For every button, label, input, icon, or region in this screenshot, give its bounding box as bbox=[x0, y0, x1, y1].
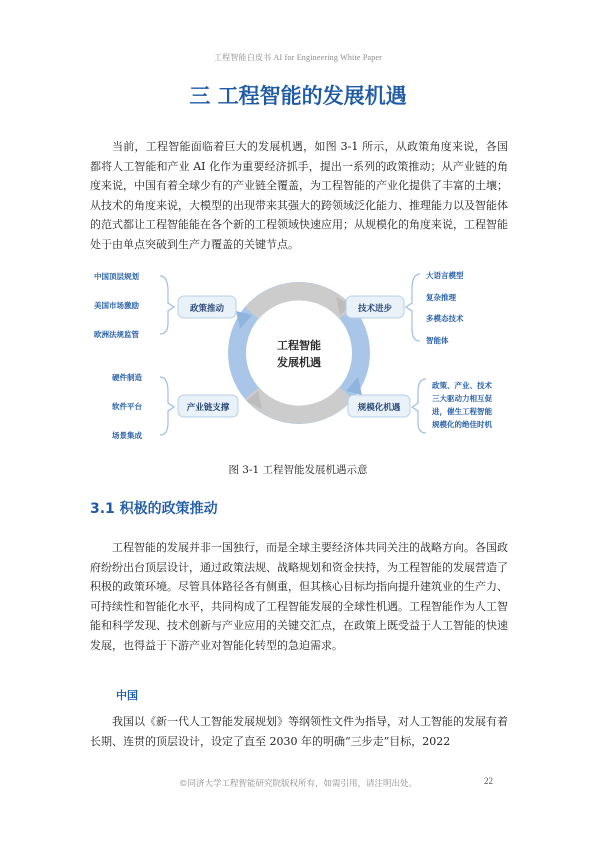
policy-item: 中国顶层规划 bbox=[94, 272, 139, 281]
sub-heading-china: 中国 bbox=[116, 689, 138, 702]
tech-item: 大语言模型 bbox=[426, 271, 464, 280]
tech-item: 智能体 bbox=[426, 336, 449, 345]
chain-item: 硬件制造 bbox=[112, 373, 142, 382]
scale-item: 规模化的绝佳时机 bbox=[432, 420, 492, 429]
ring-arc-bottom bbox=[252, 393, 346, 415]
scale-box-label: 规模化机遇 bbox=[357, 403, 401, 413]
ring-arc-top bbox=[252, 291, 346, 313]
policy-bracket-icon bbox=[160, 276, 174, 334]
scale-item: 进，催生工程智能 bbox=[432, 407, 492, 416]
scale-item: 政策、产业、技术 bbox=[432, 381, 492, 390]
figure-caption: 图 3-1 工程智能发展机遇示意 bbox=[228, 464, 368, 476]
policy-paragraph: 工程智能的发展并非一国独行，而是全球主要经济体共同关注的战略方向。各国政府纷纷出台顶层设计，通过政策法规、战略规划和资金扶持，为工程智能的发展营造了积极的政策环境。尽管具体路径各有侧重，但其核心目标均指向提升建筑业的生产力、可持续性和智能化水平，共同构成了工程智能发展的全球性机遇。工程智能作为人工智能和科学发现、技术创新与产业应用的关键交汇点，在政策上既受益于人工智能的快速发展，也得益于下游产业对智能化转型的急迫需求。 bbox=[90, 541, 508, 652]
page-header: 工程智能白皮书 AI for Engineering White Paper bbox=[213, 53, 383, 62]
policy-box-label: 政策推动 bbox=[189, 304, 225, 314]
scale-item: 三大驱动力相互促 bbox=[432, 394, 492, 403]
page-number: 22 bbox=[484, 776, 493, 786]
chain-box-label: 产业链支撑 bbox=[186, 403, 230, 413]
center-label-line1: 工程智能 bbox=[277, 339, 321, 352]
policy-item: 欧洲法规监管 bbox=[94, 330, 139, 339]
chain-item: 软件平台 bbox=[112, 402, 142, 411]
intro-paragraph: 当前，工程智能面临着巨大的发展机遇，如图 3-1 所示，从政策角度来说，各国都将人工智能和产业 AI 化作为重要经济抓手，提出一系列的政策推动；从产业链的角度来说，中国有着全球少有的产业链全覆盖，为工程智能的产业化提供了丰富的土壤；从技术的角度来说，大模型的出现带来其强大的跨领域泛化能力、推理能力以及智能体的范式都让工程智能能在各个新的工程领域快速应用；从规模化的角度来说，工程智能处于由单点突破到生产力覆盖的关键节点。 bbox=[90, 140, 508, 251]
tech-item: 复杂推理 bbox=[426, 293, 456, 302]
policy-block bbox=[94, 271, 236, 339]
chain-bracket-icon bbox=[160, 377, 174, 435]
center-label-line2: 发展机遇 bbox=[277, 356, 321, 369]
scale-bracket-icon bbox=[412, 379, 426, 433]
cycle-ring bbox=[236, 291, 362, 415]
tech-bracket-icon bbox=[406, 274, 420, 341]
tech-box-label: 技术进步 bbox=[357, 304, 393, 314]
chain-item: 场景集成 bbox=[112, 431, 142, 440]
scale-block bbox=[348, 379, 492, 433]
policy-item: 美国市场激励 bbox=[94, 301, 139, 310]
chain-block bbox=[111, 372, 238, 440]
chapter-title: 三 工程智能的发展机遇 bbox=[189, 84, 407, 108]
china-paragraph: 我国以《新一代人工智能发展规划》等纲领性文件为指导，对人工智能的发展有着长期、连贯的顶层设计，设定了直至 2030 年的明确“三步走”目标，2022 bbox=[90, 715, 508, 748]
development-opportunity-diagram bbox=[90, 267, 508, 447]
page-footer: ©同济大学工程智能研究院版权所有，如需引用，请注明出处。 bbox=[178, 779, 417, 789]
tech-item: 多模态技术 bbox=[426, 314, 464, 323]
section-title: 3.1 积极的政策推动 bbox=[90, 501, 218, 517]
